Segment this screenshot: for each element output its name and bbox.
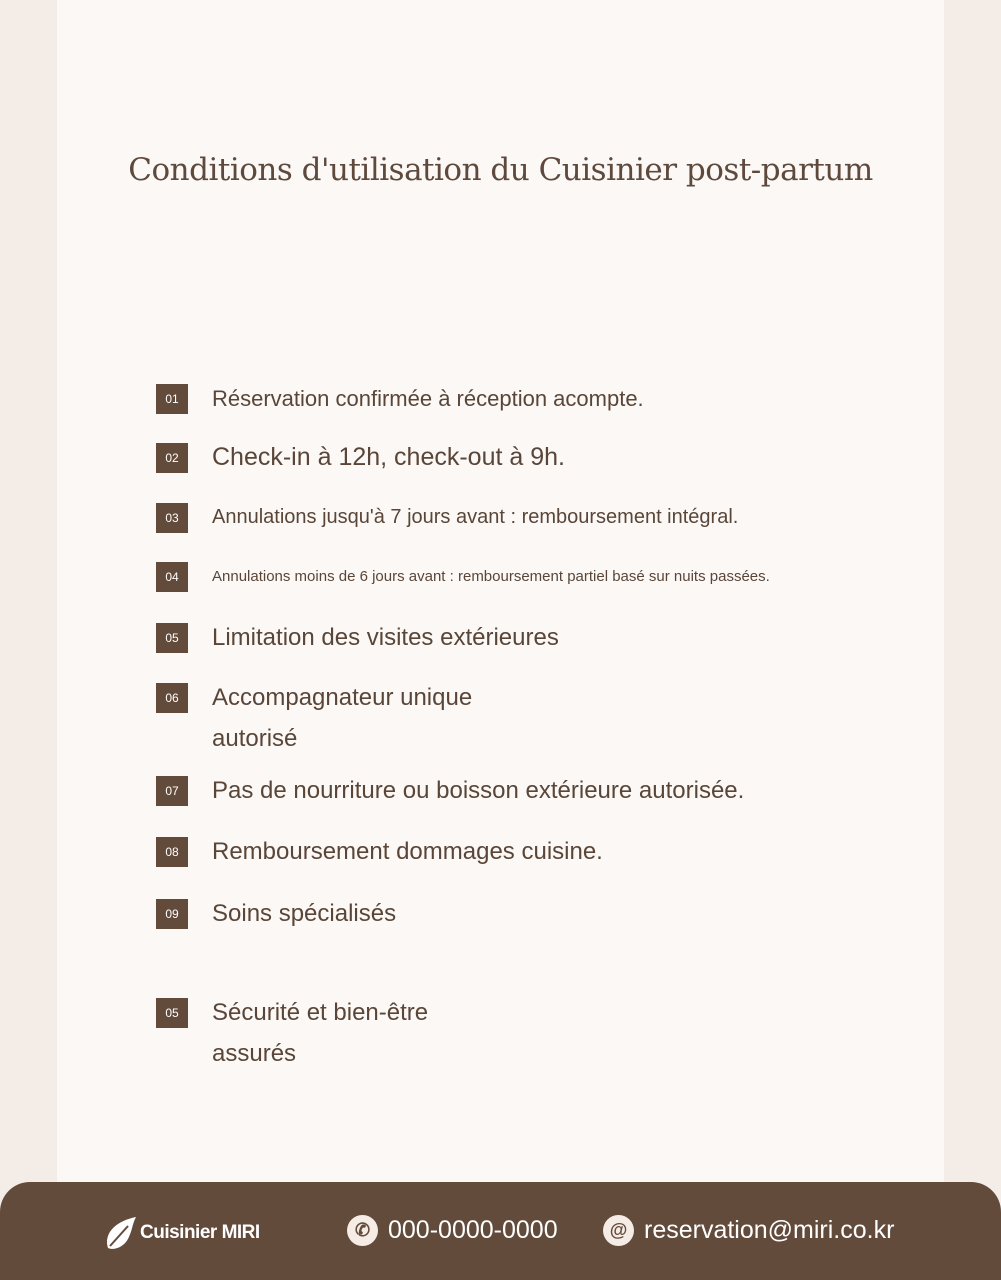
email-address: reservation@miri.co.kr	[644, 1216, 895, 1244]
item-number: 01	[156, 384, 188, 414]
item-text: Annulations jusqu'à 7 jours avant : remboursement intégral.	[212, 506, 739, 528]
phone-contact[interactable]	[347, 1215, 558, 1246]
list-item	[156, 623, 559, 658]
list-item	[156, 899, 396, 934]
brand-name: Cuisinier MIRI	[140, 1222, 260, 1243]
at-icon: @	[603, 1215, 634, 1246]
item-text: Remboursement dommages cuisine.	[212, 838, 603, 865]
item-number: 04	[156, 562, 188, 592]
item-number: 03	[156, 503, 188, 533]
list-item	[156, 837, 603, 872]
item-number: 09	[156, 899, 188, 929]
item-text: Sécurité et bien-être assurés	[212, 999, 429, 1067]
item-number: 02	[156, 443, 188, 473]
list-item	[156, 384, 644, 419]
phone-number: 000-0000-0000	[388, 1216, 558, 1244]
phone-icon: ✆	[347, 1215, 378, 1246]
item-number: 08	[156, 837, 188, 867]
brand-logo	[102, 1214, 260, 1252]
list-item	[156, 683, 512, 759]
list-item	[156, 503, 738, 538]
item-text: Pas de nourriture ou boisson extérieure autorisée.	[212, 777, 745, 804]
page-title: Conditions d'utilisation du Cuisinier post-partum	[128, 152, 873, 188]
list-item	[156, 998, 472, 1074]
item-text: Limitation des visites extérieures	[212, 624, 559, 651]
item-text: Annulations moins de 6 jours avant : remboursement partiel basé sur nuits passées.	[212, 568, 770, 585]
list-item	[156, 562, 770, 597]
footer	[0, 1182, 1001, 1280]
email-contact[interactable]	[603, 1215, 894, 1246]
leaf-icon	[102, 1214, 140, 1252]
list-item	[156, 443, 565, 478]
item-number: 06	[156, 683, 188, 713]
item-text: Soins spécialisés	[212, 900, 397, 927]
list-item	[156, 776, 744, 811]
item-text: Réservation confirmée à réception acompte.	[212, 386, 644, 411]
item-text: Accompagnateur unique autorisé	[212, 684, 473, 752]
item-number: 05	[156, 623, 188, 653]
item-number: 05	[156, 998, 188, 1028]
item-number: 07	[156, 776, 188, 806]
item-text: Check-in à 12h, check-out à 9h.	[212, 443, 565, 471]
